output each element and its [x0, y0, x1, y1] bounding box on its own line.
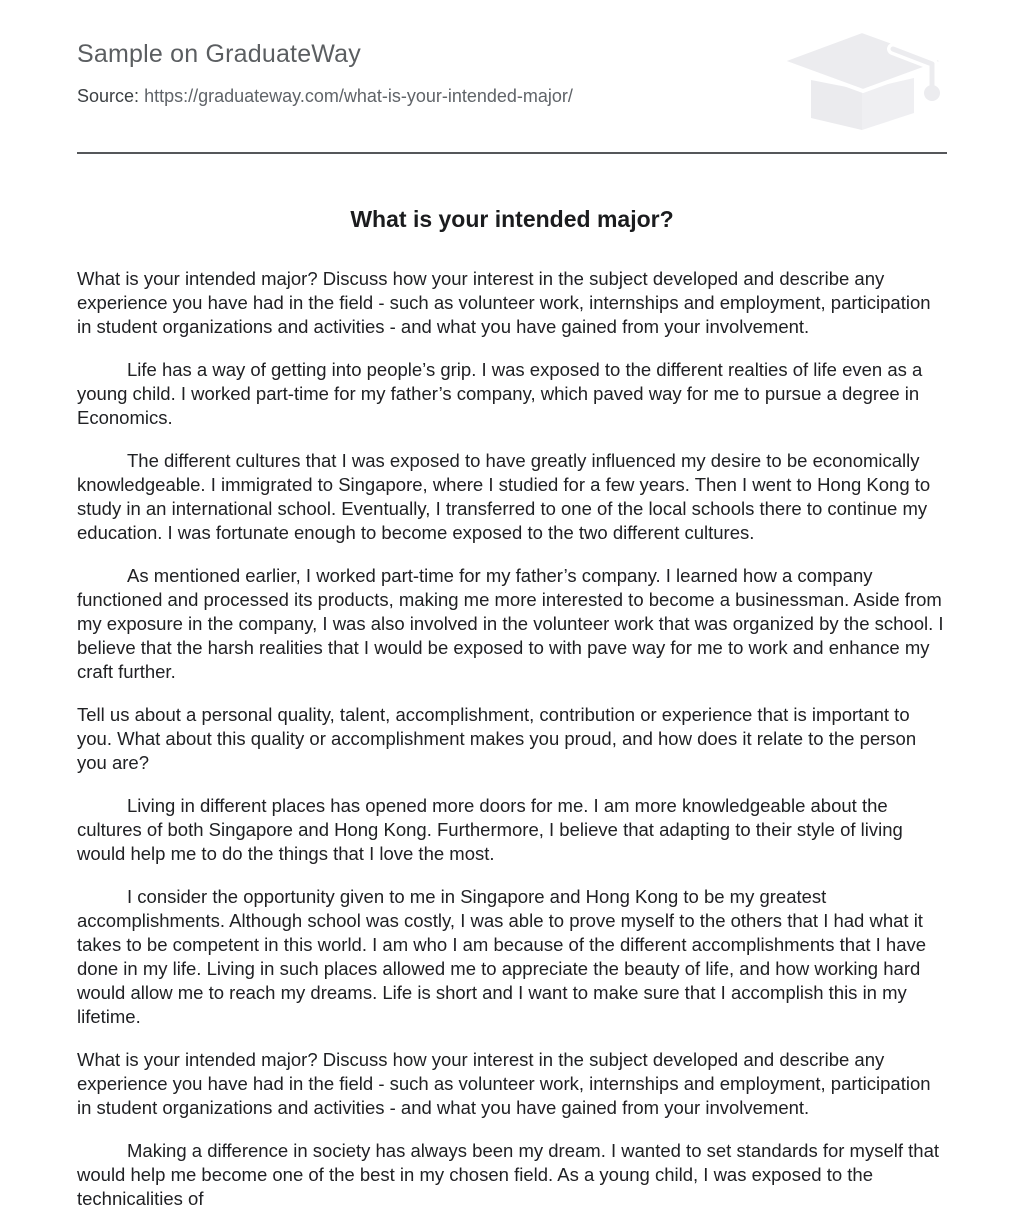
essay-paragraph: I consider the opportunity given to me in Singapore and Hong Kong to be my greatest accomplishments. Although school was costly, I was able to prove myself to the others that I had what it takes to be competent in this world. I am who I am because of the different accomplishments that I have done in my life. Living in such places allowed me to appreciate the beauty of life, and how working hard would allow me to reach my dreams. Life is short and I want to make sure that I accomplish this in my lifetime.: [77, 886, 927, 1027]
essay-paragraph: Life has a way of getting into people’s grip. I was exposed to the different realties of life even as a young child. I worked part-time for my father’s company, which paved way for me to pursue a degree in Economics.: [77, 359, 923, 428]
essay-paragraph: As mentioned earlier, I worked part-time for my father’s company. I learned how a company functioned and processed its products, making me more interested to become a businessman. Aside from my exposure in the company, I was also involved in the volunteer work that was organized by the school. I believe that the harsh realities that I would be exposed to with pave way for me to work and enhance my craft further.: [77, 565, 944, 682]
source-url: https://graduateway.com/what-is-your-intended-major/: [144, 86, 573, 106]
essay-paragraph: What is your intended major? Discuss how your interest in the subject developed and describe any experience you have had in the field - such as volunteer work, internships and employment, participation in student organizations and activities - and what you have gained from your involvement.: [77, 1049, 931, 1118]
essay-body: [77, 267, 947, 1211]
essay-paragraph: The different cultures that I was exposed to have greatly influenced my desire to be economically knowledgeable. I immigrated to Singapore, where I studied for a few years. Then I went to Hong Kong to study in an international school. Eventually, I transferred to one of the local schools there to continue my education. I was fortunate enough to become exposed to the two different cultures.: [77, 450, 931, 543]
essay-paragraph: Tell us about a personal quality, talent, accomplishment, contribution or experience that is important to you. What about this quality or accomplishment makes you proud, and how does it relate to the person you are?: [77, 704, 917, 773]
header-divider: [77, 152, 947, 154]
essay-paragraph: Making a difference in society has always been my dream. I wanted to set standards for myself that would help me become one of the best in my chosen field. As a young child, I was exposed to the technicalities of: [77, 1140, 940, 1209]
source-label: Source:: [77, 86, 140, 106]
graduation-cap-icon: [781, 24, 947, 138]
document-page: [77, 0, 947, 1211]
essay-paragraph: Living in different places has opened more doors for me. I am more knowledgeable about the cultures of both Singapore and Hong Kong. Furthermore, I believe that adapting to their style of living would help me to do the things that I love the most.: [77, 795, 903, 864]
essay-paragraph: What is your intended major? Discuss how your interest in the subject developed and describe any experience you have had in the field - such as volunteer work, internships and employment, participation in student organizations and activities - and what you have gained from your involvement.: [77, 268, 931, 337]
page-header: [77, 40, 947, 107]
site-title: Sample on GraduateWay: [77, 40, 361, 68]
essay-title: What is your intended major?: [350, 206, 674, 232]
